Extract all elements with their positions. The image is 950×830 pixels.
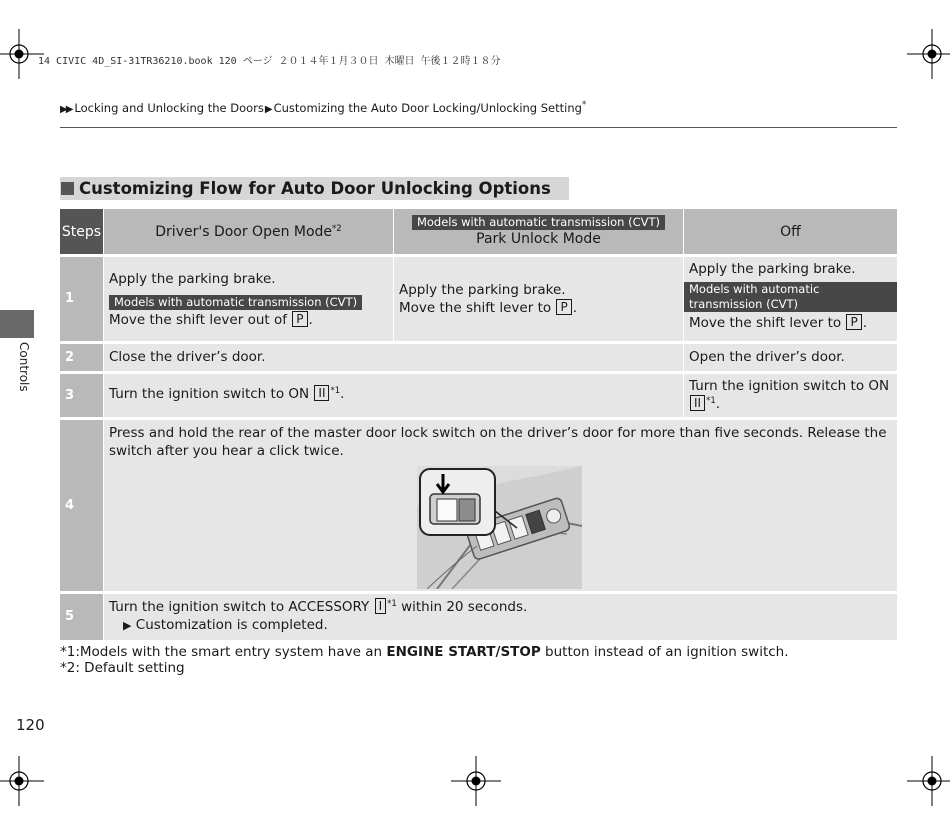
ignition-on-key-icon: II bbox=[690, 395, 705, 411]
ignition-on-key-icon: II bbox=[314, 385, 329, 401]
footnote-1-b: button instead of an ignition switch. bbox=[545, 644, 789, 660]
step-number-5: 5 bbox=[60, 594, 103, 640]
footnote-1-bold: ENGINE START/STOP bbox=[386, 644, 541, 660]
breadcrumb-item-locking[interactable]: Locking and Unlocking the Doors bbox=[74, 101, 264, 115]
header-park-unlock-mode bbox=[394, 209, 683, 254]
row1-col3-line1: Apply the parking brake. bbox=[689, 261, 856, 277]
row1-col3-cell: Apply the parking brake. Models with automatic transmission (CVT) Move the shift lever to P . bbox=[684, 257, 897, 341]
row5-line1-b: within 20 seconds. bbox=[401, 599, 528, 615]
breadcrumb-separator-icon: ▶ bbox=[264, 104, 273, 115]
row5-line1-a: Turn the ignition switch to ACCESSORY bbox=[109, 599, 370, 615]
footnote-1 bbox=[60, 644, 789, 660]
row1-col1-line1: Apply the parking brake. bbox=[109, 271, 276, 287]
step-number-2: 2 bbox=[60, 344, 103, 371]
row1-col2-cell: Apply the parking brake. Move the shift lever to P . bbox=[394, 257, 683, 341]
row4-text: Press and hold the rear of the master door lock switch on the driver’s door for more than five seconds. Release the switch after you hear a click twice. bbox=[109, 425, 887, 459]
result-arrow-icon: ▶ bbox=[123, 619, 132, 632]
footnote-2: *2: Default setting bbox=[60, 660, 185, 676]
row1-col3-line2: Move the shift lever to bbox=[689, 315, 842, 331]
header-col1-label: Driver's Door Open Mode bbox=[155, 223, 333, 240]
registration-mark-bottom-left bbox=[0, 756, 44, 806]
step-number-3: 3 bbox=[60, 374, 103, 417]
breadcrumb-divider bbox=[60, 127, 897, 128]
section-title: Customizing Flow for Auto Door Unlocking Options bbox=[79, 179, 551, 198]
header-col2-label: Park Unlock Mode bbox=[476, 231, 601, 247]
row1-col2-line2: Move the shift lever to bbox=[399, 300, 552, 316]
row1-col1-cvt-badge: Models with automatic transmission (CVT) bbox=[109, 295, 362, 310]
row5-cell bbox=[104, 594, 897, 640]
registration-mark-bottom-center bbox=[451, 756, 501, 806]
breadcrumb-arrow-icon: ▶▶ bbox=[60, 104, 72, 115]
door-lock-switch-illustration bbox=[417, 466, 582, 589]
breadcrumb bbox=[60, 101, 586, 115]
row3-note: *1 bbox=[330, 386, 341, 396]
footnote-1-a: *1:Models with the smart entry system have an bbox=[60, 644, 383, 660]
row3-col3-cell: Turn the ignition switch to ON II $^{*1}$. bbox=[684, 374, 897, 417]
ignition-accessory-key-icon: I bbox=[375, 598, 387, 614]
row2-col12-cell: Close the driver’s door. bbox=[104, 344, 683, 371]
row1-col3-cvt-badge: Models with automatic transmission (CVT) bbox=[684, 282, 897, 312]
registration-mark-bottom-right bbox=[907, 756, 950, 806]
header-col1-note: *2 bbox=[332, 223, 342, 234]
row5-line2: Customization is completed. bbox=[135, 617, 328, 633]
side-tab-marker bbox=[0, 310, 34, 338]
row1-col1-cell: Apply the parking brake. Models with automatic transmission (CVT) Move the shift lever out of P . bbox=[104, 257, 393, 341]
section-square-icon bbox=[61, 182, 74, 195]
step-number-4: 4 bbox=[60, 420, 103, 591]
row3-col3-text: Turn the ignition switch to ON bbox=[689, 378, 890, 394]
header-cvt-badge: Models with automatic transmission (CVT) bbox=[412, 215, 665, 230]
header-steps: Steps bbox=[60, 209, 103, 254]
shift-p-key-icon: P bbox=[292, 311, 307, 327]
row5-note: *1 bbox=[387, 599, 397, 609]
side-tab-label: Controls bbox=[17, 342, 31, 392]
row1-col2-line1: Apply the parking brake. bbox=[399, 282, 566, 298]
breadcrumb-item-customizing[interactable]: Customizing the Auto Door Locking/Unlocking Setting bbox=[273, 101, 582, 115]
section-heading bbox=[60, 177, 569, 200]
step-number-1: 1 bbox=[60, 257, 103, 341]
row3-col3-note: *1 bbox=[706, 396, 716, 406]
row2-col3-cell: Open the driver’s door. bbox=[684, 344, 897, 371]
breadcrumb-marker: * bbox=[581, 100, 587, 110]
row3-col12-cell: Turn the ignition switch to ON II $^{*1}$. bbox=[104, 374, 683, 417]
row1-col1-line2: Move the shift lever out of bbox=[109, 312, 287, 328]
row3-col12-text: Turn the ignition switch to ON bbox=[109, 386, 310, 402]
shift-p-key-icon: P bbox=[556, 299, 571, 315]
shift-p-key-icon: P bbox=[846, 314, 861, 330]
registration-mark-top-right bbox=[907, 29, 950, 79]
file-info: 14 CIVIC 4D_SI-31TR36210.book 120 ページ ２０１４年１月３０日 木曜日 午後１２時１８分 bbox=[38, 56, 501, 67]
header-drivers-door-open-mode bbox=[104, 209, 393, 254]
page-number: 120 bbox=[16, 716, 45, 734]
header-off: Off bbox=[684, 209, 897, 254]
